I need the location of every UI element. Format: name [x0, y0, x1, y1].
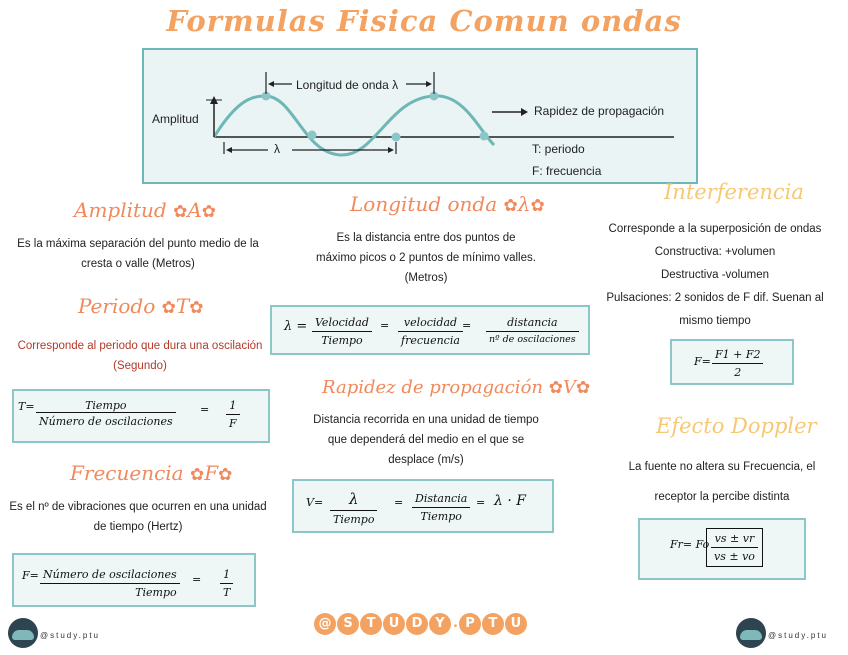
fraction: $\frac{\text{distancia}}{\text{nº de oscilaciones}}$ — [486, 316, 579, 345]
fraction: $\frac{1}{F}$ — [226, 399, 240, 430]
frecuencia-formula: F= $\frac{\text{Número de oscilaciones}}{\text{Tiempo}}$ = $\frac{1}{T}$ — [12, 553, 256, 607]
amplitud-heading: Amplitud ✿A✿ — [74, 198, 217, 222]
study-ptu-banner: @ S T U D Y . P T U — [314, 612, 528, 635]
flower-icon: ✿ — [575, 378, 591, 398]
flower-icon: ✿ — [189, 465, 205, 485]
wave-point — [480, 132, 489, 141]
wavelength-label: Longitud de onda λ — [296, 78, 399, 92]
flower-icon: ✿ — [548, 378, 563, 398]
page-title: Formulas Fisica Comun ondas — [166, 4, 682, 38]
flower-icon: ✿ — [189, 298, 204, 318]
interferencia-text: Corresponde a la superposición de ondas Constructiva: +volumen Destructiva -volumen Pulsaciones: 2 sonidos de F dif. Suenan al mismo tiempo — [606, 223, 824, 327]
fraction: $\frac{\text{Número de oscilaciones}}{\text{Tiempo}}$ — [40, 568, 180, 599]
amplitud-text: Es la máxima separación del punto medio de la cresta o valle (Metros) — [17, 238, 259, 270]
wave-point — [308, 131, 317, 140]
flower-icon: ✿ — [530, 196, 545, 216]
fraction: $\frac{\text{velocidad}}{\text{frecuencia}}$ — [398, 316, 463, 347]
frequency-label: F: frecuencia — [532, 164, 602, 178]
rapidez-heading: Rapidez de propagación ✿V✿ — [322, 377, 591, 398]
fraction: $\frac{\text{Tiempo}}{\text{Número de oscilaciones}}$ — [36, 399, 176, 428]
longitud-text: Es la distancia entre dos puntos de máximo picos o 2 puntos de mínimo valles. (Metros) — [316, 232, 536, 284]
wave-point — [392, 133, 401, 142]
logo-avatar-left — [8, 618, 38, 648]
periodo-heading: Periodo ✿T✿ — [78, 294, 204, 318]
fraction: $\frac{F1 + F2}{2}$ — [712, 348, 763, 379]
fraction: $\frac{1}{T}$ — [220, 568, 233, 599]
speed-label: Rapidez de propagación — [534, 104, 665, 118]
fraction: $\frac{\lambda}{\text{Tiempo}}$ — [330, 490, 377, 526]
wave-diagram — [142, 48, 698, 184]
logo-avatar-right — [736, 618, 766, 648]
frecuencia-text: Es el nº de vibraciones que ocurren en una unidad de tiempo (Hertz) — [9, 501, 267, 533]
periodo-text: Corresponde al periodo que dura una oscilación (Segundo) — [17, 340, 263, 372]
doppler-formula: Fr= Fo $\frac{vs \pm vr}{vs \pm vo}$ — [638, 518, 806, 580]
period-label: T: periodo — [532, 142, 585, 156]
flower-icon: ✿ — [161, 298, 176, 318]
longitud-heading: Longitud onda ✿λ✿ — [350, 192, 545, 216]
periodo-formula: T= $\frac{\text{Tiempo}}{\text{Número de oscilaciones}}$ = $\frac{1}{F}$ — [12, 389, 270, 443]
amplitude-label: Amplitud — [152, 112, 199, 126]
handle-left: @study.ptu — [40, 631, 100, 640]
rapidez-formula: V= $\frac{\lambda}{\text{Tiempo}}$ = $\frac{\text{Distancia}}{\text{Tiempo}}$ = λ · F — [292, 479, 554, 533]
flower-icon: ✿ — [173, 202, 188, 222]
longitud-formula: λ = $\frac{\text{Velocidad}}{\text{Tiempo}}$ = $\frac{\text{velocidad}}{\text{frecuencia}}$ = $\frac{\text{distancia}}{\text{nº de oscilaciones}}$ — [270, 305, 590, 355]
doppler-heading: Efecto Doppler — [656, 414, 817, 438]
flower-icon: ✿ — [503, 196, 518, 216]
flower-icon: ✿ — [218, 465, 233, 485]
lambda-label: λ — [274, 142, 280, 156]
wave-curve — [214, 96, 494, 155]
wave-diagram-svg — [144, 50, 700, 186]
interferencia-formula: F= $\frac{F1 + F2}{2}$ — [670, 339, 794, 385]
interferencia-heading: Interferencia — [664, 180, 804, 204]
handle-right: @study.ptu — [768, 631, 828, 640]
flower-icon: ✿ — [201, 202, 217, 222]
rapidez-text: Distancia recorrida en una unidad de tiempo que dependerá del medio en el que se desplace (m/s) — [313, 414, 539, 466]
frecuencia-heading: Frecuencia ✿F✿ — [70, 461, 233, 485]
fraction: $\frac{\text{Distancia}}{\text{Tiempo}}$ — [412, 492, 470, 523]
fraction: $\frac{\text{Velocidad}}{\text{Tiempo}}$ — [312, 316, 372, 347]
doppler-text: La fuente no altera su Frecuencia, el receptor la percibe distinta — [628, 461, 816, 503]
fraction: $\frac{vs \pm vr}{vs \pm vo}$ — [711, 532, 758, 563]
